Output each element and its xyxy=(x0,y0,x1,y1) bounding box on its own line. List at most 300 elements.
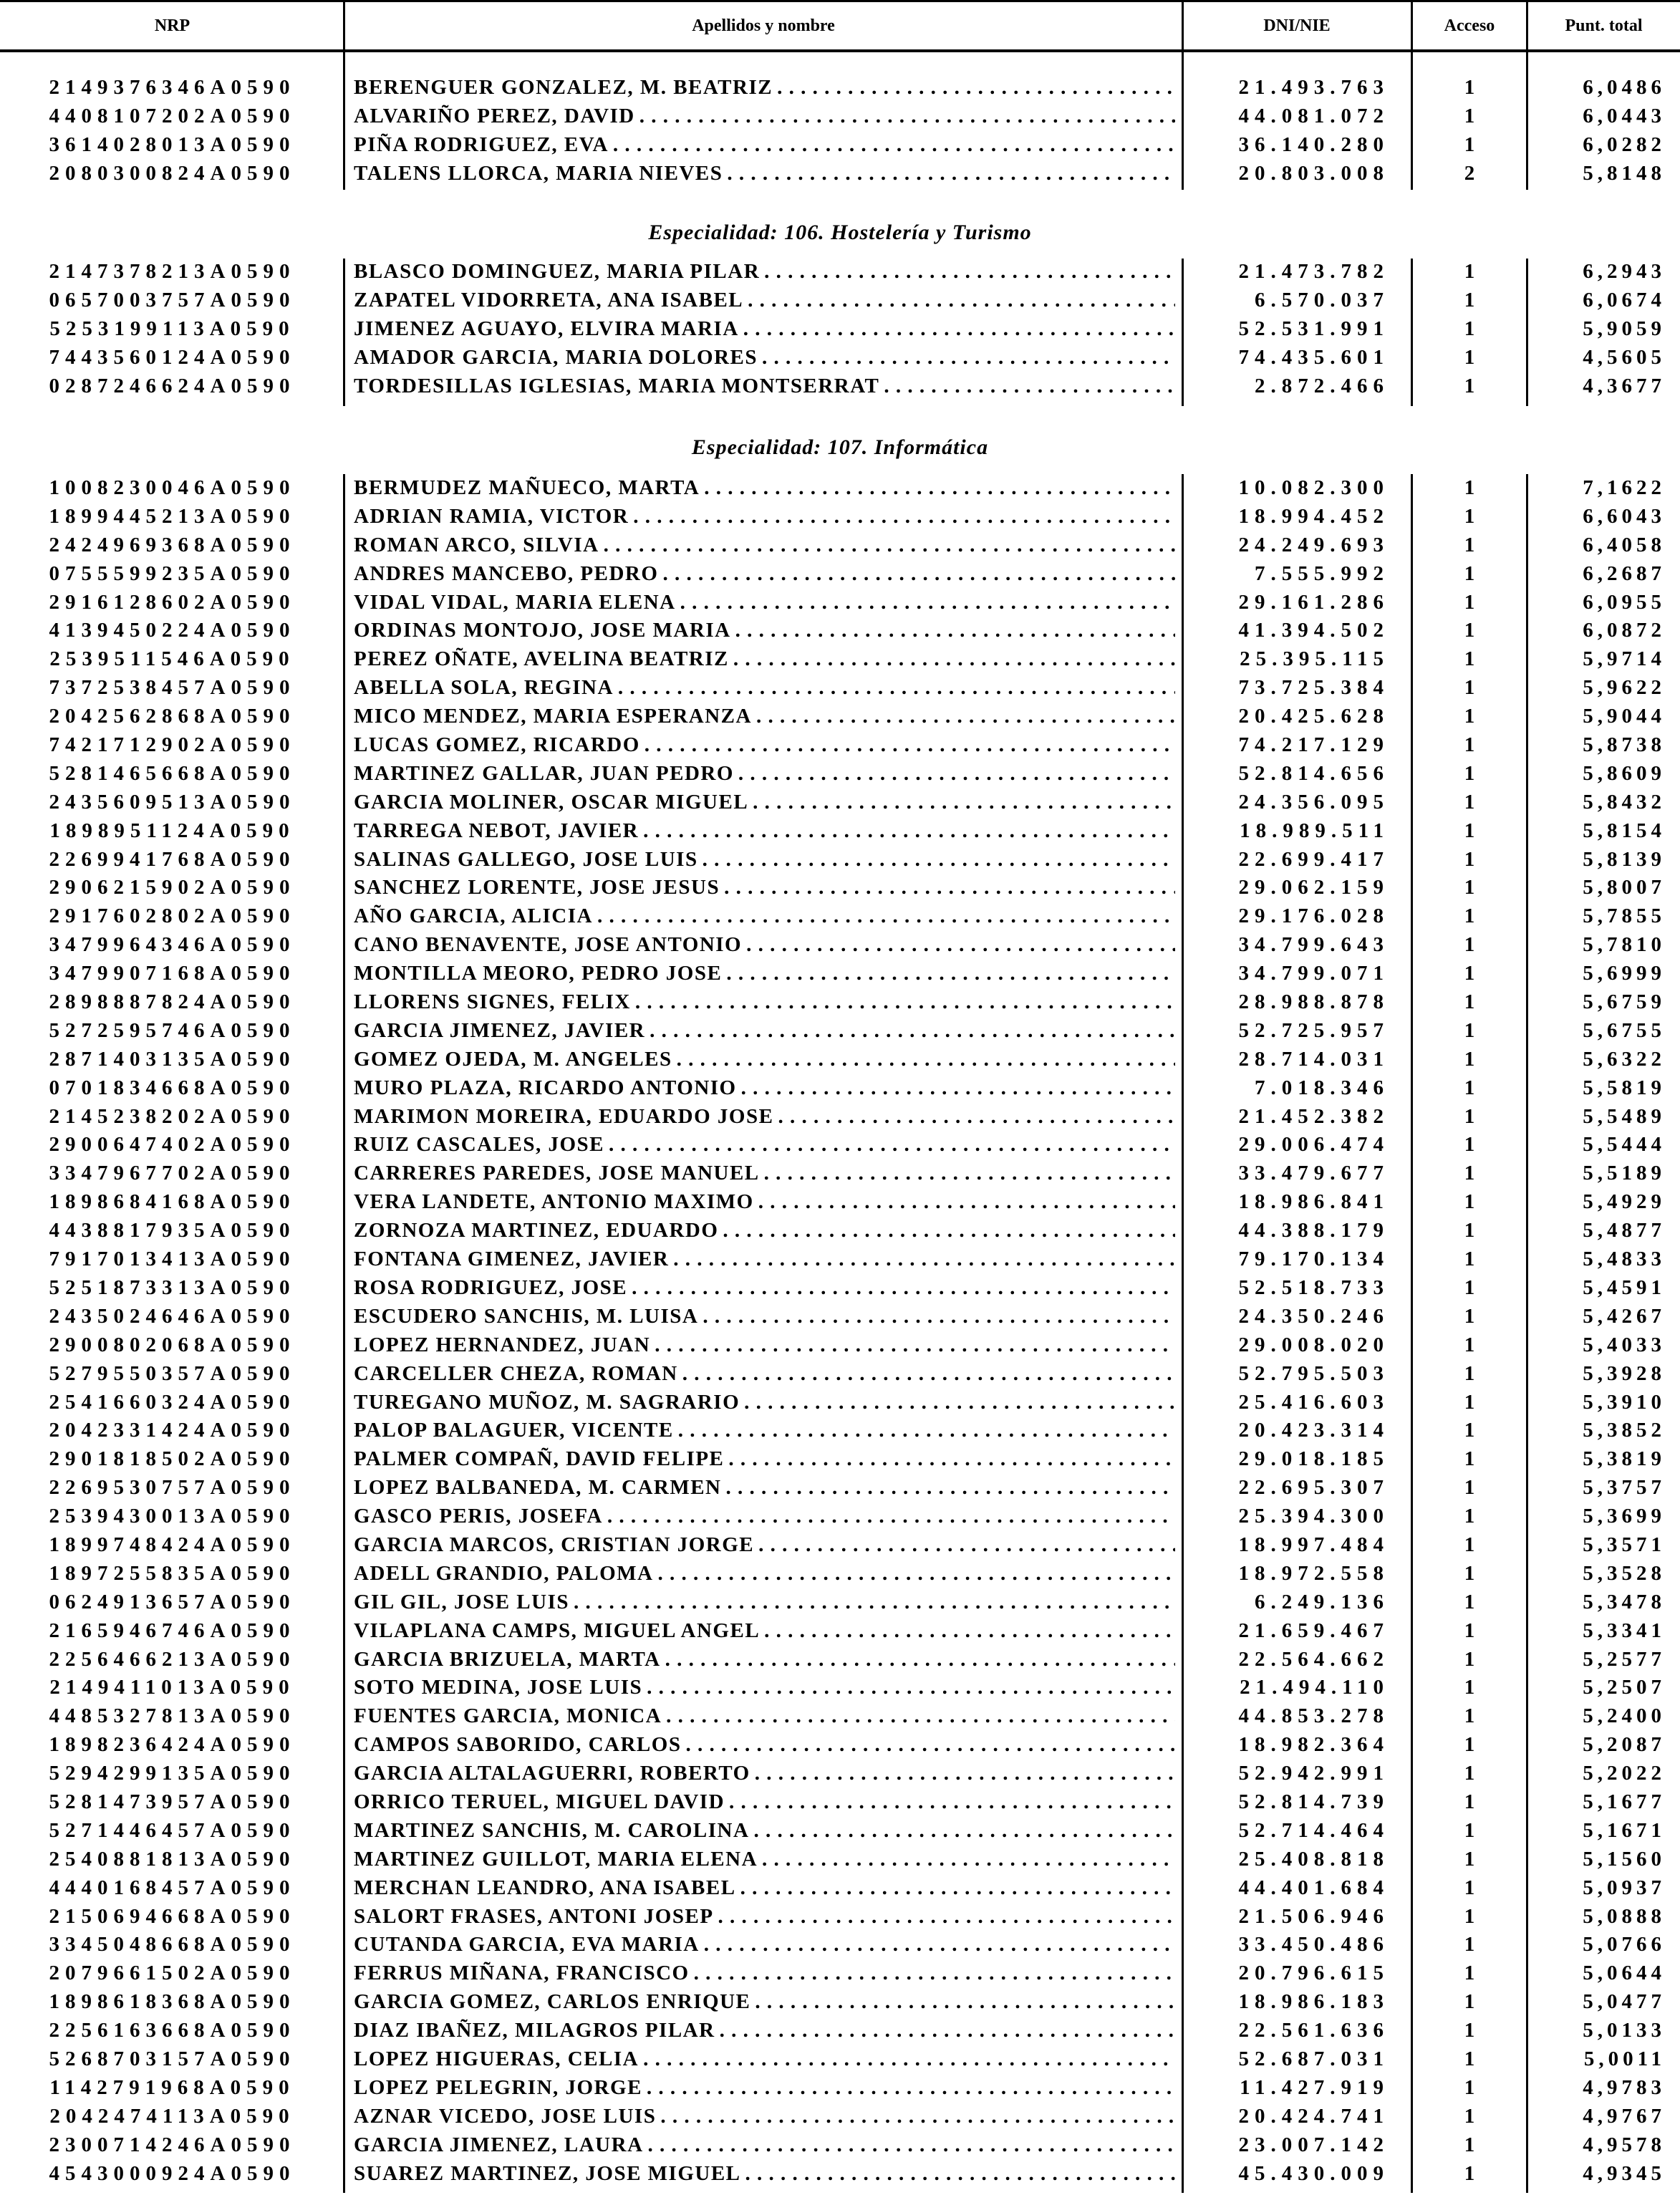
acceso-value: 1 xyxy=(1464,1762,1475,1785)
nrp-value: 2165946746A0590 xyxy=(49,1618,296,1642)
name-cell xyxy=(344,1274,1182,1303)
nrp-value: 3345048668A0590 xyxy=(49,1933,296,1957)
dot-leader xyxy=(764,1159,1175,1188)
dni-value: 22.561.636 xyxy=(1238,2019,1389,2042)
name-cell xyxy=(344,1674,1182,1702)
table-row xyxy=(0,902,1680,931)
punt-value: 5,8738 xyxy=(1583,733,1666,757)
dot-leader xyxy=(604,531,1175,560)
acceso-value: 1 xyxy=(1464,790,1475,814)
name-value: SANCHEZ LORENTE, JOSE JESUS xyxy=(354,876,720,899)
section-title-107: Especialidad: 107. Informática xyxy=(691,435,989,459)
acceso-value: 2 xyxy=(1464,161,1475,185)
acceso-value: 1 xyxy=(1464,2161,1475,2185)
acceso-value: 1 xyxy=(1464,1419,1475,1442)
acceso-value: 1 xyxy=(1464,1447,1475,1471)
dot-leader xyxy=(727,160,1175,188)
results-block-106 xyxy=(0,258,1680,400)
dni-value: 25.416.603 xyxy=(1238,1390,1389,1414)
nrp-value: 2435024646A0590 xyxy=(49,1304,296,1328)
nrp-value: 4139450224A0590 xyxy=(49,619,296,642)
table-row xyxy=(0,1417,1680,1445)
table-row xyxy=(0,1788,1680,1817)
dni-value: 24.350.246 xyxy=(1238,1304,1389,1328)
acceso-value: 1 xyxy=(1464,76,1475,99)
table-row xyxy=(0,74,1680,102)
name-cell xyxy=(344,2103,1182,2131)
acceso-value: 1 xyxy=(1464,876,1475,899)
nrp-value: 3347967702A0590 xyxy=(49,1162,296,1185)
dot-leader xyxy=(647,2074,1175,2103)
name-value: ORRICO TERUEL, MIGUEL DAVID xyxy=(354,1790,725,1813)
table-row xyxy=(0,645,1680,674)
name-cell xyxy=(344,1502,1182,1531)
table-row xyxy=(0,2103,1680,2131)
nrp-value: 7421712902A0590 xyxy=(49,733,296,757)
acceso-value: 1 xyxy=(1464,1962,1475,1985)
punt-value: 5,6999 xyxy=(1583,962,1666,985)
name-cell xyxy=(344,1245,1182,1274)
name-cell xyxy=(344,1617,1182,1646)
name-value: ANDRES MANCEBO, PEDRO xyxy=(354,561,659,585)
dot-leader xyxy=(665,1646,1175,1674)
name-value: CARCELLER CHEZA, ROMAN xyxy=(354,1361,678,1385)
table-top-rule xyxy=(0,0,1680,2)
name-value: ROMAN ARCO, SILVIA xyxy=(354,533,599,556)
name-value: MARIMON MOREIRA, EDUARDO JOSE xyxy=(354,1104,774,1128)
acceso-value: 1 xyxy=(1464,904,1475,928)
punt-value: 5,3910 xyxy=(1583,1390,1666,1414)
dni-value: 52.725.957 xyxy=(1238,1018,1389,1042)
acceso-value: 1 xyxy=(1464,1333,1475,1356)
acceso-value: 1 xyxy=(1464,533,1475,556)
dot-leader xyxy=(884,372,1175,401)
punt-value: 5,0133 xyxy=(1583,2019,1666,2042)
dot-leader xyxy=(632,1274,1175,1303)
acceso-value: 1 xyxy=(1464,374,1475,397)
punt-value: 5,1560 xyxy=(1583,1847,1666,1871)
table-row xyxy=(0,760,1680,788)
name-value: AÑO GARCIA, ALICIA xyxy=(354,904,593,928)
nrp-value: 1898618368A0590 xyxy=(49,1990,296,2014)
name-cell xyxy=(344,2074,1182,2103)
dot-leader xyxy=(741,1074,1175,1103)
dot-leader xyxy=(755,1988,1175,2017)
column-header-punt: Punt. total xyxy=(1565,16,1643,35)
nrp-value: 0624913657A0590 xyxy=(49,1590,296,1613)
name-value: MARTINEZ GUILLOT, MARIA ELENA xyxy=(354,1847,758,1871)
punt-value: 5,8007 xyxy=(1583,876,1666,899)
punt-value: 5,3528 xyxy=(1583,1561,1666,1585)
table-row xyxy=(0,874,1680,902)
dni-value: 20.796.615 xyxy=(1238,1962,1389,1985)
punt-value: 5,4877 xyxy=(1583,1219,1666,1243)
dni-value: 52.687.031 xyxy=(1238,2047,1389,2070)
punt-value: 5,5489 xyxy=(1583,1104,1666,1128)
punt-value: 5,0766 xyxy=(1583,1933,1666,1957)
acceso-value: 1 xyxy=(1464,1647,1475,1671)
dot-leader xyxy=(678,1417,1175,1445)
acceso-value: 1 xyxy=(1464,476,1475,499)
acceso-value: 1 xyxy=(1464,1361,1475,1385)
table-row xyxy=(0,1245,1680,1274)
nrp-value: 1898951124A0590 xyxy=(49,819,295,842)
results-block-107 xyxy=(0,474,1680,2188)
name-cell xyxy=(344,1217,1182,1245)
name-cell xyxy=(344,1474,1182,1502)
punt-value: 6,0486 xyxy=(1583,76,1666,99)
table-row xyxy=(0,1074,1680,1103)
acceso-value: 1 xyxy=(1464,1275,1475,1299)
name-cell xyxy=(344,1131,1182,1159)
punt-value: 5,3571 xyxy=(1583,1533,1666,1556)
nrp-value: 2150694668A0590 xyxy=(49,1904,296,1928)
name-value: ORDINAS MONTOJO, JOSE MARIA xyxy=(354,619,731,642)
table-header-row xyxy=(0,2,1680,49)
table-row xyxy=(0,1760,1680,1788)
nrp-value: 2539430013A0590 xyxy=(49,1505,296,1528)
nrp-value: 0287246624A0590 xyxy=(49,374,296,397)
dot-leader xyxy=(764,258,1175,286)
dni-value: 52.531.991 xyxy=(1238,317,1389,340)
name-cell xyxy=(344,1788,1182,1817)
nrp-value: 2424969368A0590 xyxy=(49,533,296,556)
nrp-value: 5281465668A0590 xyxy=(49,761,296,785)
table-row xyxy=(0,1531,1680,1560)
dni-value: 41.394.502 xyxy=(1238,619,1389,642)
dot-leader xyxy=(743,315,1175,344)
nrp-value: 4543000924A0590 xyxy=(49,2161,296,2185)
acceso-value: 1 xyxy=(1464,1018,1475,1042)
column-header-acceso: Acceso xyxy=(1444,16,1495,35)
table-row xyxy=(0,1017,1680,1046)
acceso-value: 1 xyxy=(1464,1133,1475,1157)
dni-value: 21.473.782 xyxy=(1238,260,1389,283)
table-row xyxy=(0,1817,1680,1846)
nrp-value: 1898684168A0590 xyxy=(49,1190,296,1214)
dot-leader xyxy=(735,617,1175,645)
name-value: GOMEZ OJEDA, M. ANGELES xyxy=(354,1047,672,1071)
punt-value: 5,3478 xyxy=(1583,1590,1666,1613)
acceso-value: 1 xyxy=(1464,1476,1475,1500)
punt-value: 5,8609 xyxy=(1583,761,1666,785)
nrp-value: 2147378213A0590 xyxy=(49,260,296,283)
punt-value: 5,0937 xyxy=(1583,1876,1666,1899)
dni-value: 23.007.142 xyxy=(1238,2133,1389,2156)
dot-leader xyxy=(643,817,1175,846)
name-value: BLASCO DOMINGUEZ, MARIA PILAR xyxy=(354,260,761,283)
acceso-value: 1 xyxy=(1464,962,1475,985)
nrp-value: 2540881813A0590 xyxy=(49,1847,296,1871)
dot-leader xyxy=(673,1245,1175,1274)
punt-value: 6,0443 xyxy=(1583,104,1666,127)
name-cell xyxy=(344,2131,1182,2160)
table-row xyxy=(0,1588,1680,1617)
dni-value: 44.853.278 xyxy=(1238,1704,1389,1728)
dni-value: 52.714.464 xyxy=(1238,1818,1389,1842)
dot-leader xyxy=(703,846,1175,874)
dni-value: 34.799.071 xyxy=(1238,962,1389,985)
name-cell xyxy=(344,1331,1182,1360)
punt-value: 5,8148 xyxy=(1583,161,1666,185)
acceso-value: 1 xyxy=(1464,705,1475,728)
dot-leader xyxy=(733,645,1175,674)
punt-value: 5,0011 xyxy=(1583,2047,1666,2070)
name-cell xyxy=(344,131,1182,160)
dni-value: 79.170.134 xyxy=(1238,1248,1389,1271)
table-row xyxy=(0,344,1680,372)
acceso-value: 1 xyxy=(1464,104,1475,127)
name-cell xyxy=(344,1702,1182,1731)
name-value: MURO PLAZA, RICARDO ANTONIO xyxy=(354,1076,737,1099)
name-cell xyxy=(344,1817,1182,1846)
dot-leader xyxy=(613,131,1175,160)
acceso-value: 1 xyxy=(1464,1190,1475,1214)
dni-value: 18.972.558 xyxy=(1238,1561,1389,1585)
nrp-value: 7372538457A0590 xyxy=(49,676,296,700)
dni-value: 7.555.992 xyxy=(1255,561,1389,585)
dni-value: 20.424.741 xyxy=(1238,2104,1389,2128)
table-row xyxy=(0,1188,1680,1217)
dni-value: 24.249.693 xyxy=(1238,533,1389,556)
acceso-value: 1 xyxy=(1464,847,1475,871)
nrp-value: 1008230046A0590 xyxy=(49,476,296,499)
nrp-value: 5271446457A0590 xyxy=(49,1818,296,1842)
table-row xyxy=(0,1502,1680,1531)
table-row xyxy=(0,1303,1680,1331)
section-title-106: Especialidad: 106. Hostelería y Turismo xyxy=(648,221,1032,244)
acceso-value: 1 xyxy=(1464,132,1475,156)
nrp-value: 2149376346A0590 xyxy=(49,76,296,99)
table-row xyxy=(0,286,1680,315)
table-row xyxy=(0,474,1680,503)
table-row xyxy=(0,1217,1680,1245)
dot-leader xyxy=(778,1103,1175,1132)
punt-value: 5,2087 xyxy=(1583,1733,1666,1757)
table-row xyxy=(0,2131,1680,2160)
dni-value: 52.814.739 xyxy=(1238,1790,1389,1813)
table-row xyxy=(0,1959,1680,1988)
table-row xyxy=(0,2045,1680,2074)
name-cell xyxy=(344,760,1182,788)
dot-leader xyxy=(738,760,1175,788)
name-cell xyxy=(344,1417,1182,1445)
dni-value: 21.493.763 xyxy=(1238,76,1389,99)
name-cell xyxy=(344,902,1182,931)
dot-leader xyxy=(718,1903,1175,1931)
table-row xyxy=(0,1474,1680,1502)
dni-value: 36.140.280 xyxy=(1238,132,1389,156)
dni-value: 18.986.183 xyxy=(1238,1990,1389,2014)
nrp-value: 2300714246A0590 xyxy=(49,2133,296,2156)
name-value: MARTINEZ GALLAR, JUAN PEDRO xyxy=(354,761,734,785)
dot-leader xyxy=(756,703,1175,731)
dni-value: 18.982.364 xyxy=(1238,1733,1389,1757)
name-value: BERENGUER GONZALEZ, M. BEATRIZ xyxy=(354,76,773,99)
name-cell xyxy=(344,1389,1182,1417)
nrp-value: 2898887824A0590 xyxy=(49,990,296,1014)
dot-leader xyxy=(703,1303,1175,1331)
name-value: AMADOR GARCIA, MARIA DOLORES xyxy=(354,345,758,369)
dni-value: 10.082.300 xyxy=(1238,476,1389,499)
dot-leader xyxy=(574,1588,1175,1617)
nrp-value: 2080300824A0590 xyxy=(49,161,296,185)
dni-value: 21.506.946 xyxy=(1238,1904,1389,1928)
acceso-value: 1 xyxy=(1464,1590,1475,1613)
dni-value: 20.423.314 xyxy=(1238,1419,1389,1442)
dot-leader xyxy=(729,1788,1175,1817)
table-row xyxy=(0,988,1680,1017)
table-row xyxy=(0,160,1680,188)
dot-leader xyxy=(633,503,1175,531)
name-value: LUCAS GOMEZ, RICARDO xyxy=(354,733,640,757)
dot-leader xyxy=(650,1017,1175,1046)
dot-leader xyxy=(762,344,1175,372)
nrp-value: 1142791968A0590 xyxy=(49,2075,295,2099)
dot-leader xyxy=(609,1131,1175,1159)
punt-value: 4,9345 xyxy=(1583,2161,1666,2185)
table-row xyxy=(0,674,1680,703)
dot-leader xyxy=(645,731,1175,760)
punt-value: 5,6755 xyxy=(1583,1018,1666,1042)
dni-value: 29.176.028 xyxy=(1238,904,1389,928)
dni-value: 44.401.684 xyxy=(1238,1876,1389,1899)
acceso-value: 1 xyxy=(1464,1847,1475,1871)
nrp-value: 0755599235A0590 xyxy=(49,561,296,585)
name-value: PALOP BALAGUER, VICENTE xyxy=(354,1419,674,1442)
results-block-continuation xyxy=(0,74,1680,188)
name-value: ABELLA SOLA, REGINA xyxy=(354,676,614,700)
name-value: CAMPOS SABORIDO, CARLOS xyxy=(354,1733,682,1757)
dot-leader xyxy=(639,102,1175,131)
table-row xyxy=(0,2074,1680,2103)
punt-value: 6,0674 xyxy=(1583,288,1666,312)
nrp-value: 2269530757A0590 xyxy=(49,1476,296,1500)
dni-value: 25.394.300 xyxy=(1238,1505,1389,1528)
dni-value: 6.570.037 xyxy=(1255,288,1389,312)
name-cell xyxy=(344,1874,1182,1903)
dni-value: 74.435.601 xyxy=(1238,345,1389,369)
name-value: GARCIA MARCOS, CRISTIAN JORGE xyxy=(354,1533,755,1556)
nrp-value: 2435609513A0590 xyxy=(49,790,296,814)
nrp-value: 4438817935A0590 xyxy=(49,1219,296,1243)
dot-leader xyxy=(740,1874,1175,1903)
acceso-value: 1 xyxy=(1464,1990,1475,2014)
name-value: TORDESILLAS IGLESIAS, MARIA MONTSERRAT xyxy=(354,374,880,397)
dot-leader xyxy=(723,1217,1175,1245)
table-row xyxy=(0,560,1680,589)
name-cell xyxy=(344,560,1182,589)
table-row xyxy=(0,531,1680,560)
nrp-value: 2042562868A0590 xyxy=(49,705,296,728)
name-value: BERMUDEZ MAÑUECO, MARTA xyxy=(354,476,700,499)
name-value: SALINAS GALLEGO, JOSE LUIS xyxy=(354,847,698,871)
name-value: TARREGA NEBOT, JAVIER xyxy=(354,819,639,842)
table-row xyxy=(0,1874,1680,1903)
table-row xyxy=(0,1131,1680,1159)
name-value: GARCIA JIMENEZ, LAURA xyxy=(354,2133,644,2156)
punt-value: 5,3341 xyxy=(1583,1618,1666,1642)
name-cell xyxy=(344,1074,1182,1103)
punt-value: 5,8432 xyxy=(1583,790,1666,814)
dni-value: 20.803.008 xyxy=(1238,161,1389,185)
table-row xyxy=(0,1274,1680,1303)
dot-leader xyxy=(762,1846,1175,1874)
name-cell xyxy=(344,645,1182,674)
name-cell xyxy=(344,788,1182,817)
acceso-value: 1 xyxy=(1464,619,1475,642)
punt-value: 5,4267 xyxy=(1583,1304,1666,1328)
nrp-value: 2901818502A0590 xyxy=(49,1447,296,1471)
dot-leader xyxy=(753,788,1175,817)
name-value: FONTANA GIMENEZ, JAVIER xyxy=(354,1248,670,1271)
dot-leader xyxy=(726,960,1175,988)
nrp-value: 2871403135A0590 xyxy=(49,1047,296,1071)
name-value: GARCIA GOMEZ, CARLOS ENRIQUE xyxy=(354,1990,751,2014)
acceso-value: 1 xyxy=(1464,1561,1475,1585)
punt-value: 5,2022 xyxy=(1583,1762,1666,1785)
name-cell xyxy=(344,286,1182,315)
dot-leader xyxy=(724,874,1175,902)
punt-value: 5,3757 xyxy=(1583,1476,1666,1500)
acceso-value: 1 xyxy=(1464,1219,1475,1243)
name-cell xyxy=(344,731,1182,760)
nrp-value: 2539511546A0590 xyxy=(49,647,295,671)
dot-leader xyxy=(643,2045,1175,2074)
name-value: GARCIA BRIZUELA, MARTA xyxy=(354,1647,661,1671)
acceso-value: 1 xyxy=(1464,1390,1475,1414)
name-cell xyxy=(344,874,1182,902)
table-row xyxy=(0,2017,1680,2045)
dot-leader xyxy=(680,589,1175,617)
acceso-value: 1 xyxy=(1464,1162,1475,1185)
nrp-value: 2900647402A0590 xyxy=(49,1133,296,1157)
table-row xyxy=(0,617,1680,645)
acceso-value: 1 xyxy=(1464,1676,1475,1699)
table-row xyxy=(0,817,1680,846)
column-header-nrp: NRP xyxy=(154,16,190,35)
name-cell xyxy=(344,1360,1182,1389)
table-row xyxy=(0,131,1680,160)
name-value: LOPEZ HERNANDEZ, JUAN xyxy=(354,1333,651,1356)
name-value: TUREGANO MUÑOZ, M. SAGRARIO xyxy=(354,1390,740,1414)
punt-value: 5,8154 xyxy=(1583,819,1666,842)
name-cell xyxy=(344,1731,1182,1760)
name-value: SALORT FRASES, ANTONI JOSEP xyxy=(354,1904,714,1928)
table-row xyxy=(0,1731,1680,1760)
acceso-value: 1 xyxy=(1464,504,1475,528)
dni-value: 33.450.486 xyxy=(1238,1933,1389,1957)
nrp-value: 2256466213A0590 xyxy=(49,1647,296,1671)
table-row xyxy=(0,846,1680,874)
dot-leader xyxy=(657,1560,1175,1588)
nrp-value: 1898236424A0590 xyxy=(49,1733,296,1757)
dni-value: 20.425.628 xyxy=(1238,705,1389,728)
punt-value: 5,3928 xyxy=(1583,1361,1666,1385)
punt-value: 5,0644 xyxy=(1583,1962,1666,1985)
acceso-value: 1 xyxy=(1464,933,1475,957)
name-cell xyxy=(344,2045,1182,2074)
punt-value: 6,4058 xyxy=(1583,533,1666,556)
acceso-value: 1 xyxy=(1464,561,1475,585)
name-cell xyxy=(344,1959,1182,1988)
punt-value: 6,6043 xyxy=(1583,504,1666,528)
acceso-value: 1 xyxy=(1464,1076,1475,1099)
dni-value: 33.479.677 xyxy=(1238,1162,1389,1185)
name-cell xyxy=(344,617,1182,645)
dni-value: 25.395.115 xyxy=(1240,647,1389,671)
dni-value: 18.994.452 xyxy=(1238,504,1389,528)
